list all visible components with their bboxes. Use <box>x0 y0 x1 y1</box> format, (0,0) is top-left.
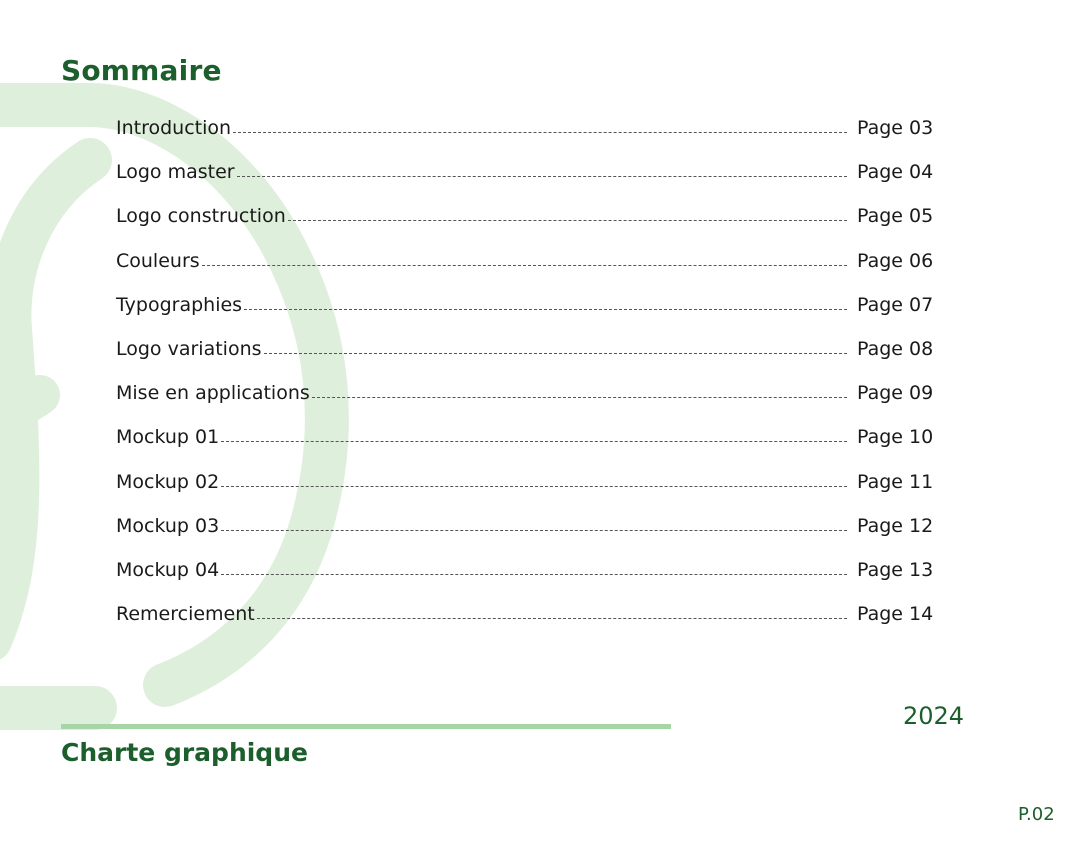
toc-item-logo-construction[interactable] <box>116 205 938 249</box>
toc-item-label: Logo master <box>116 161 235 184</box>
page-title: Sommaire <box>61 54 222 87</box>
toc-item-logo-variations[interactable] <box>116 338 938 382</box>
toc-item-label: Couleurs <box>116 249 200 272</box>
toc-item-page: Page 06 <box>857 249 934 272</box>
dot-leader <box>244 308 847 310</box>
dot-leader <box>221 573 847 575</box>
toc-item-page: Page 03 <box>857 117 934 139</box>
toc-item-label: Logo construction <box>116 205 286 228</box>
toc-item-label: Typographies <box>116 293 243 316</box>
toc-item-page: Page 07 <box>857 293 934 316</box>
toc-item-page: Page 08 <box>857 337 934 360</box>
toc-item-page: Page 13 <box>857 558 934 581</box>
dot-leader <box>221 440 847 442</box>
footer-divider <box>61 724 671 729</box>
dot-leader <box>221 485 847 487</box>
toc-item-couleurs[interactable] <box>116 250 938 294</box>
toc-item-label: Mockup 04 <box>116 558 220 581</box>
toc-item-page: Page 10 <box>857 426 934 449</box>
toc-item-remerciement[interactable] <box>116 603 938 647</box>
toc-item-page: Page 11 <box>857 470 934 493</box>
dot-leader <box>202 264 847 266</box>
toc-item-mockup-03[interactable] <box>116 515 938 559</box>
toc-item-mockup-01[interactable] <box>116 426 938 470</box>
footer-title: Charte graphique <box>61 738 308 767</box>
toc-item-page: Page 14 <box>857 603 934 626</box>
toc-item-label: Mockup 03 <box>116 514 220 537</box>
page-number: P.02 <box>1018 804 1055 825</box>
toc-item-typographies[interactable] <box>116 294 938 338</box>
toc-item-logo-master[interactable] <box>116 161 938 205</box>
toc-item-label: Mockup 01 <box>116 426 220 449</box>
dot-leader <box>312 396 847 398</box>
toc-item-label: Mise en applications <box>116 382 310 405</box>
toc-item-mockup-02[interactable] <box>116 471 938 515</box>
dot-leader <box>288 219 847 221</box>
toc-item-page: Page 12 <box>857 514 934 537</box>
toc-item-page: Page 09 <box>857 382 934 405</box>
footer-year: 2024 <box>903 702 965 730</box>
dot-leader <box>237 175 847 177</box>
toc-item-label: Remerciement <box>116 603 255 626</box>
toc-item-label: Logo variations <box>116 337 262 360</box>
dot-leader <box>257 617 847 619</box>
toc-item-mockup-04[interactable] <box>116 559 938 603</box>
dot-leader <box>264 352 847 354</box>
toc-item-page: Page 05 <box>857 205 934 228</box>
toc-item-label: Mockup 02 <box>116 470 220 493</box>
table-of-contents <box>116 117 938 647</box>
toc-item-label: Introduction <box>116 117 232 139</box>
dot-leader <box>221 529 847 531</box>
dot-leader <box>233 131 847 133</box>
toc-item-introduction[interactable] <box>116 117 938 161</box>
toc-item-page: Page 04 <box>857 161 934 184</box>
toc-item-mise-en-applications[interactable] <box>116 382 938 426</box>
